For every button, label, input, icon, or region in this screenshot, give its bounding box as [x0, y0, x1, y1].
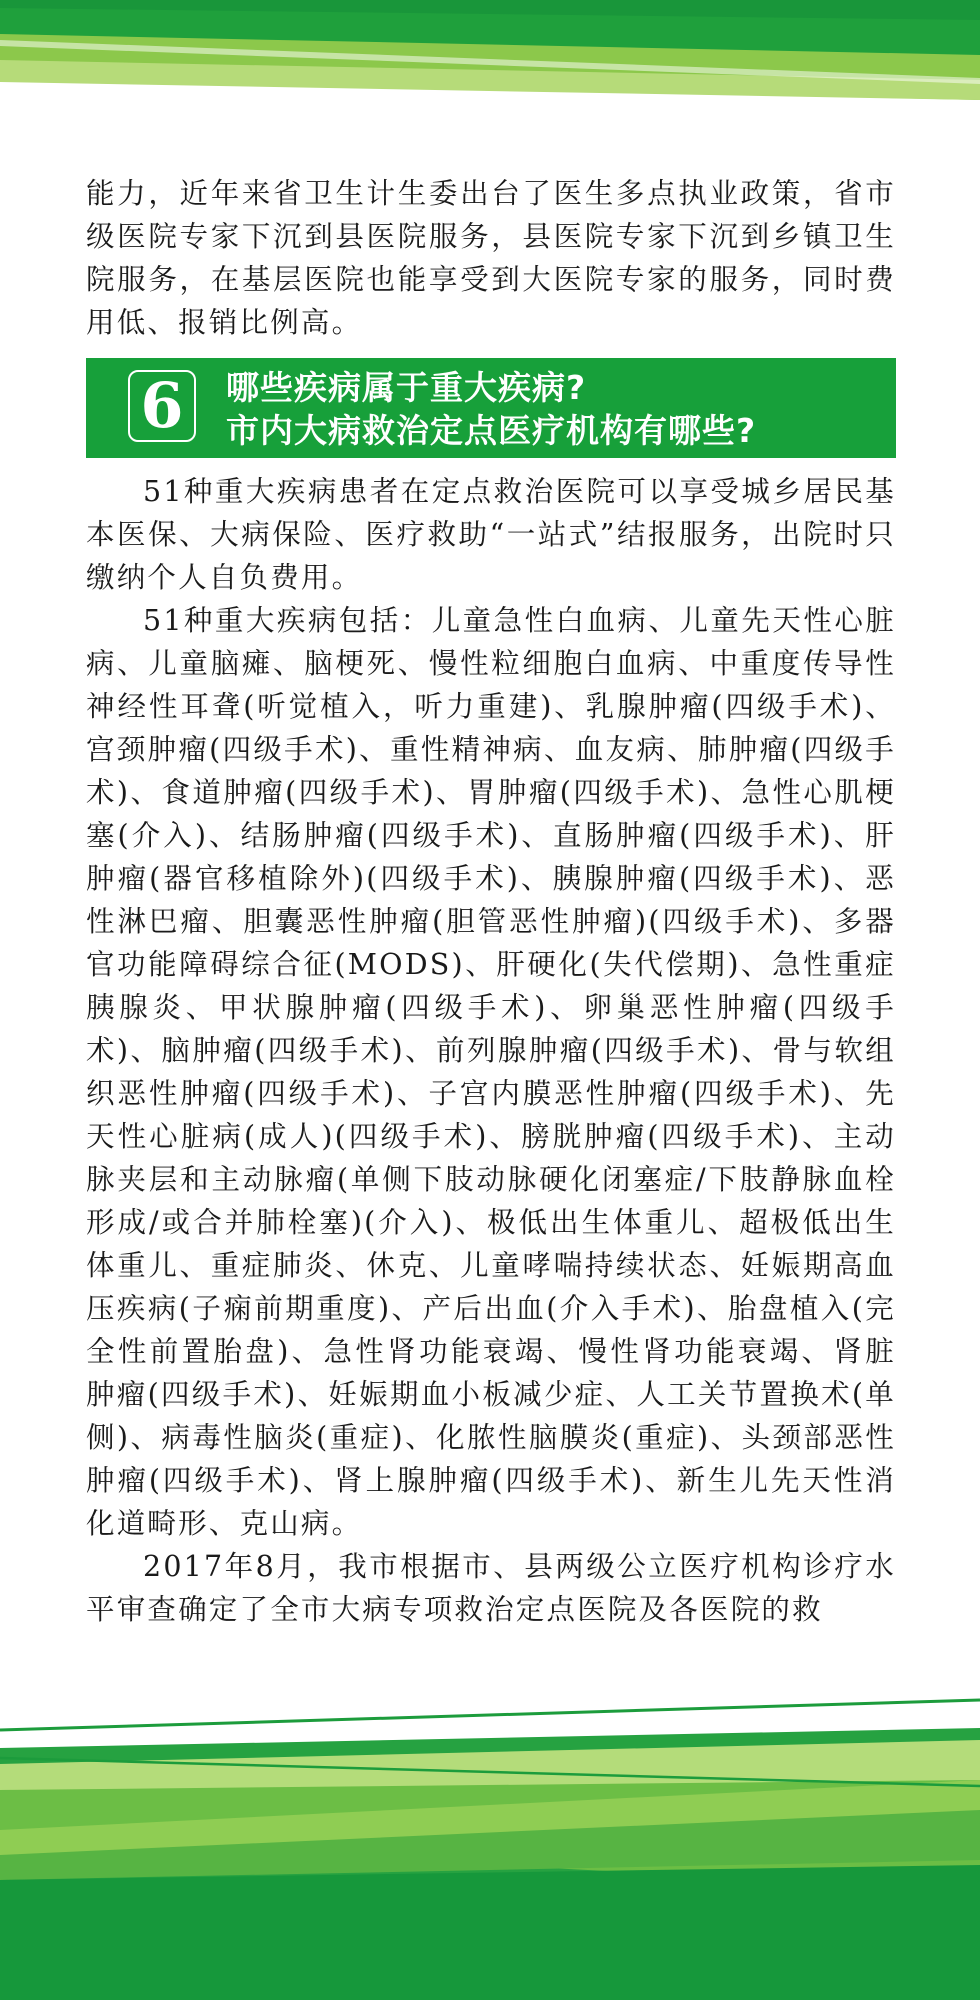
section-number-badge: 6 [128, 370, 196, 442]
paragraph-disease-list: 51种重大疾病包括：儿童急性白血病、儿童先天性心脏病、儿童脑瘫、脑梗死、慢性粒细胞白血病、中重度传导性神经性耳聋(听觉植入，听力重建)、乳腺肿瘤(四级手术)、宫颈肿瘤(四级手术)、重性精神病、血友病、肺肿瘤(四级手术)、食道肿瘤(四级手术)、胃肿瘤(四级手术)、急性心肌梗塞(介入)、结肠肿瘤(四级手术)、直肠肿瘤(四级手术)、肝肿瘤(器官移植除外)(四级手术)、胰腺肿瘤(四级手术)、恶性淋巴瘤、胆囊恶性肿瘤(胆管恶性肿瘤)(四级手术)、多器官功能障碍综合征(MODS)、肝硬化(失代偿期)、急性重症胰腺炎、甲状腺肿瘤(四级手术)、卵巢恶性肿瘤(四级手术)、脑肿瘤(四级手术)、前列腺肿瘤(四级手术)、骨与软组织恶性肿瘤(四级手术)、子宫内膜恶性肿瘤(四级手术)、先天性心脏病(成人)(四级手术)、膀胱肿瘤(四级手术)、主动脉夹层和主动脉瘤(单侧下肢动脉硬化闭塞症/下肢静脉血栓形成/或合并肺栓塞)(介入)、极低出生体重儿、超极低出生体重儿、重症肺炎、休克、儿童哮喘持续状态、妊娠期高血压疾病(子痫前期重度)、产后出血(介入手术)、胎盘植入(完全性前置胎盘)、急性肾功能衰竭、慢性肾功能衰竭、肾脏肿瘤(四级手术)、妊娠期血小板减少症、人工关节置换术(单侧)、病毒性脑炎(重症)、化脓性脑膜炎(重症)、头颈部恶性肿瘤(四级手术)、肾上腺肿瘤(四级手术)、新生儿先天性消化道畸形、克山病。 [86, 604, 896, 1540]
section-title-line1: 哪些疾病属于重大疾病? [226, 368, 587, 407]
paragraph-intro: 51种重大疾病患者在定点救治医院可以享受城乡居民基本医保、大病保险、医疗救助“一站式”结报服务，出院时只缴纳个人自负费用。 [86, 475, 896, 594]
intro-paragraph [86, 172, 896, 344]
intro-text: 能力，近年来省卫生计生委出台了医生多点执业政策，省市级医院专家下沉到县医院服务，县医院专家下沉到乡镇卫生院服务，在基层医院也能享受到大医院专家的服务，同时费用低、报销比例高。 [86, 177, 896, 339]
bottom-green-banner [0, 1690, 980, 2000]
section-header [86, 358, 896, 458]
top-green-banner [0, 0, 980, 110]
section-title [226, 366, 756, 452]
section-title-line2: 市内大病救治定点医疗机构有哪些? [226, 411, 757, 450]
section-body [86, 470, 896, 1631]
paragraph-2017: 2017年8月，我市根据市、县两级公立医疗机构诊疗水平审查确定了全市大病专项救治定点医院及各医院的救 [86, 1550, 896, 1626]
